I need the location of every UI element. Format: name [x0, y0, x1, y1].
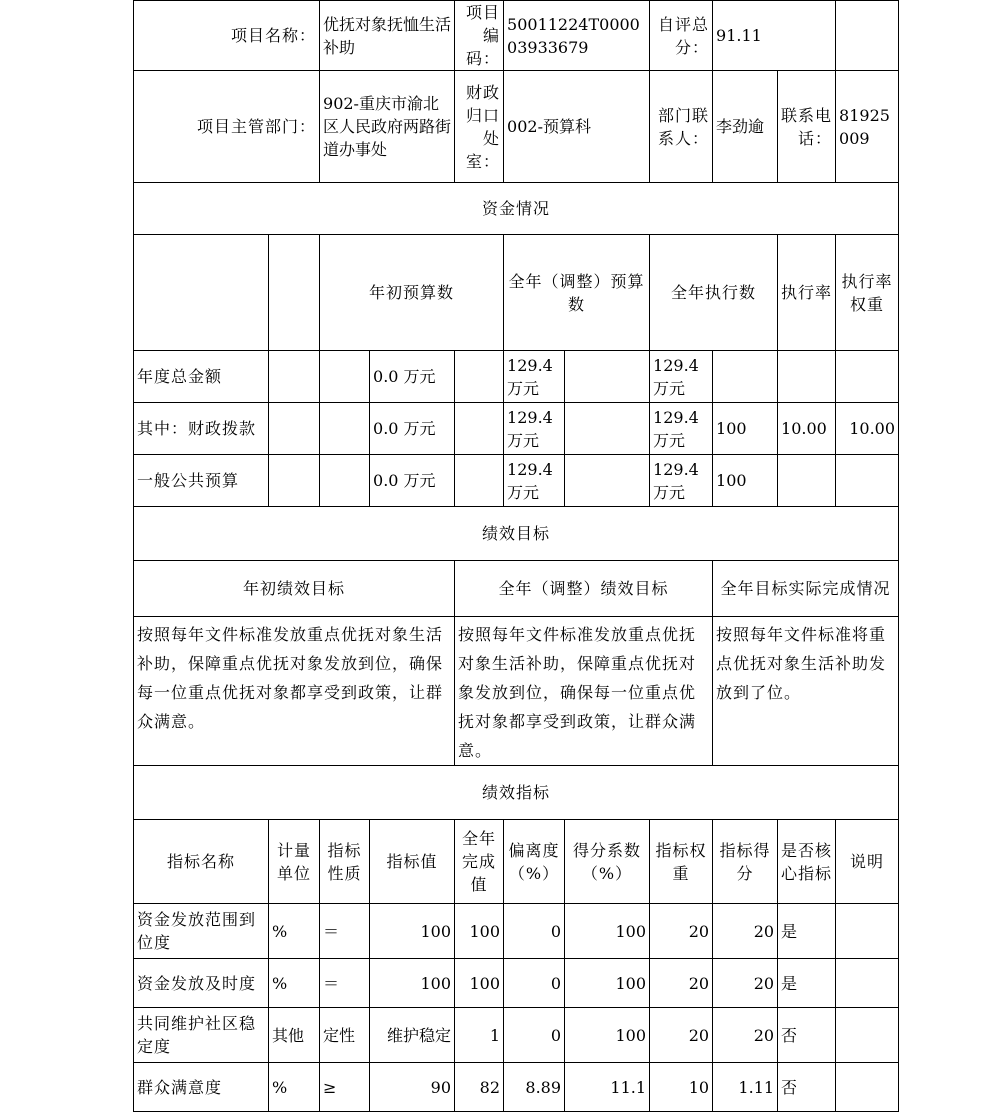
ind-value: 维护稳定: [370, 1008, 455, 1063]
self-score: 91.11: [713, 1, 836, 71]
empty-cell: [455, 403, 504, 455]
ind-completed: 82: [455, 1063, 504, 1112]
goals-header-row: [134, 561, 899, 617]
indicator-row: [134, 1008, 899, 1063]
funds-rate: 100: [713, 403, 778, 455]
finance-office-label: 财政归口处室：: [455, 71, 504, 183]
ind-unit: %: [269, 1063, 320, 1112]
empty-cell: [269, 403, 320, 455]
goals-text-row: [134, 617, 899, 766]
funds-weight: 10.00: [778, 403, 836, 455]
funds-row-label: 其中：财政拨款: [134, 403, 269, 455]
funds-initial: 0.0 万元: [370, 351, 455, 403]
ind-name: 群众满意度: [134, 1063, 269, 1112]
empty-cell: [269, 455, 320, 507]
empty-cell: [320, 403, 370, 455]
empty-cell: [269, 351, 320, 403]
ind-unit: %: [269, 959, 320, 1008]
funds-row: [134, 403, 899, 455]
goals-title-row: [134, 507, 899, 561]
funds-row-label: 一般公共预算: [134, 455, 269, 507]
ind-note: [836, 1063, 899, 1112]
project-code-label: 项目编码：: [455, 1, 504, 71]
ind-nature: ＝: [320, 959, 370, 1008]
ind-name: 资金发放及时度: [134, 959, 269, 1008]
ind-col-deviation: 偏离度（%）: [504, 820, 565, 904]
contact-label: 部门联系人：: [650, 71, 713, 183]
ind-weight: 20: [650, 904, 713, 959]
ind-unit: %: [269, 904, 320, 959]
header-row-1: [134, 1, 899, 71]
funds-col-weight: 执行率权重: [836, 235, 899, 351]
ind-score: 20: [713, 959, 778, 1008]
funds-adjusted: 129.4 万元: [504, 455, 565, 507]
ind-value: 100: [370, 904, 455, 959]
ind-weight: 20: [650, 959, 713, 1008]
phone-label: 联系电话：: [778, 71, 836, 183]
contact: 李劲逾: [713, 71, 778, 183]
indicators-header-row: [134, 820, 899, 904]
ind-name: 资金发放范围到位度: [134, 904, 269, 959]
ind-note: [836, 1008, 899, 1063]
ind-core: 否: [778, 1008, 836, 1063]
evaluation-table: [133, 0, 899, 1112]
funds-initial: 0.0 万元: [370, 403, 455, 455]
ind-core: 是: [778, 904, 836, 959]
funds-row: [134, 351, 899, 403]
ind-completed: 1: [455, 1008, 504, 1063]
ind-col-core: 是否核心指标: [778, 820, 836, 904]
empty-cell: [320, 455, 370, 507]
ind-col-value: 指标值: [370, 820, 455, 904]
ind-deviation: 0: [504, 959, 565, 1008]
goals-adjusted-text: 按照每年文件标准发放重点优抚对象生活补助，保障重点优抚对象发放到位，确保每一位重点优抚对象都享受到政策，让群众满意。: [455, 617, 713, 766]
funds-score: [836, 351, 899, 403]
empty-cell: [565, 403, 650, 455]
funds-row: [134, 455, 899, 507]
ind-coef: 100: [565, 904, 650, 959]
ind-coef: 11.1: [565, 1063, 650, 1112]
ind-deviation: 0: [504, 1008, 565, 1063]
funds-section-title: 资金情况: [134, 183, 899, 235]
goals-actual-text: 按照每年文件标准将重点优抚对象生活补助发放到了位。: [713, 617, 899, 766]
empty-cell: [455, 351, 504, 403]
ind-value: 100: [370, 959, 455, 1008]
ind-value: 90: [370, 1063, 455, 1112]
funds-executed: 129.4 万元: [650, 351, 713, 403]
ind-score: 20: [713, 904, 778, 959]
funds-title-row: [134, 183, 899, 235]
ind-col-nature: 指标性质: [320, 820, 370, 904]
ind-score: 1.11: [713, 1063, 778, 1112]
empty-cell: [269, 235, 320, 351]
goals-col-actual: 全年目标实际完成情况: [713, 561, 899, 617]
funds-executed: 129.4 万元: [650, 455, 713, 507]
ind-coef: 100: [565, 959, 650, 1008]
ind-col-score: 指标得分: [713, 820, 778, 904]
funds-weight: [778, 455, 836, 507]
ind-nature: 定性: [320, 1008, 370, 1063]
project-name: 优抚对象抚恤生活补助: [320, 1, 455, 71]
ind-col-weight: 指标权重: [650, 820, 713, 904]
ind-note: [836, 959, 899, 1008]
goals-initial-text: 按照每年文件标准发放重点优抚对象生活补助，保障重点优抚对象发放到位，确保每一位重点优抚对象都享受到政策，让群众满意。: [134, 617, 455, 766]
self-score-label: 自评总分：: [650, 1, 713, 71]
funds-initial: 0.0 万元: [370, 455, 455, 507]
ind-coef: 100: [565, 1008, 650, 1063]
funds-col-executed: 全年执行数: [650, 235, 778, 351]
indicator-row: [134, 959, 899, 1008]
ind-weight: 20: [650, 1008, 713, 1063]
empty-cell: [565, 455, 650, 507]
funds-adjusted: 129.4 万元: [504, 403, 565, 455]
funds-score: [836, 455, 899, 507]
project-code: 50011224T000003933679: [504, 1, 650, 71]
ind-col-name: 指标名称: [134, 820, 269, 904]
ind-core: 是: [778, 959, 836, 1008]
ind-col-completed: 全年完成值: [455, 820, 504, 904]
ind-deviation: 8.89: [504, 1063, 565, 1112]
dept-label: 项目主管部门：: [134, 71, 320, 183]
funds-header-row: [134, 235, 899, 351]
project-name-label: 项目名称：: [134, 1, 320, 71]
header-row-2: [134, 71, 899, 183]
goals-col-adjusted: 全年（调整）绩效目标: [455, 561, 713, 617]
ind-col-unit: 计量单位: [269, 820, 320, 904]
ind-name: 共同维护社区稳定度: [134, 1008, 269, 1063]
empty-cell: [565, 351, 650, 403]
indicators-section-title: 绩效指标: [134, 766, 899, 820]
funds-adjusted: 129.4 万元: [504, 351, 565, 403]
ind-col-note: 说明: [836, 820, 899, 904]
funds-rate: [713, 351, 778, 403]
ind-nature: ＝: [320, 904, 370, 959]
ind-col-coef: 得分系数（%）: [565, 820, 650, 904]
funds-rate: 100: [713, 455, 778, 507]
ind-unit: 其他: [269, 1008, 320, 1063]
indicator-row: [134, 1063, 899, 1112]
funds-col-initial: 年初预算数: [320, 235, 504, 351]
ind-score: 20: [713, 1008, 778, 1063]
indicator-row: [134, 904, 899, 959]
dept: 902-重庆市渝北区人民政府两路街道办事处: [320, 71, 455, 183]
evaluation-sheet: [133, 0, 898, 1097]
empty-cell: [455, 455, 504, 507]
finance-office: 002-预算科: [504, 71, 650, 183]
funds-col-rate: 执行率: [778, 235, 836, 351]
goals-section-title: 绩效目标: [134, 507, 899, 561]
funds-col-adjusted: 全年（调整）预算数: [504, 235, 650, 351]
ind-completed: 100: [455, 959, 504, 1008]
funds-row-label: 年度总金额: [134, 351, 269, 403]
ind-core: 否: [778, 1063, 836, 1112]
ind-weight: 10: [650, 1063, 713, 1112]
phone: 81925009: [836, 71, 899, 183]
ind-completed: 100: [455, 904, 504, 959]
funds-score: 10.00: [836, 403, 899, 455]
empty-cell: [134, 235, 269, 351]
funds-executed: 129.4 万元: [650, 403, 713, 455]
indicators-title-row: [134, 766, 899, 820]
ind-note: [836, 904, 899, 959]
empty-cell: [836, 1, 899, 71]
ind-nature: ≥: [320, 1063, 370, 1112]
funds-weight: [778, 351, 836, 403]
empty-cell: [320, 351, 370, 403]
ind-deviation: 0: [504, 904, 565, 959]
goals-col-initial: 年初绩效目标: [134, 561, 455, 617]
